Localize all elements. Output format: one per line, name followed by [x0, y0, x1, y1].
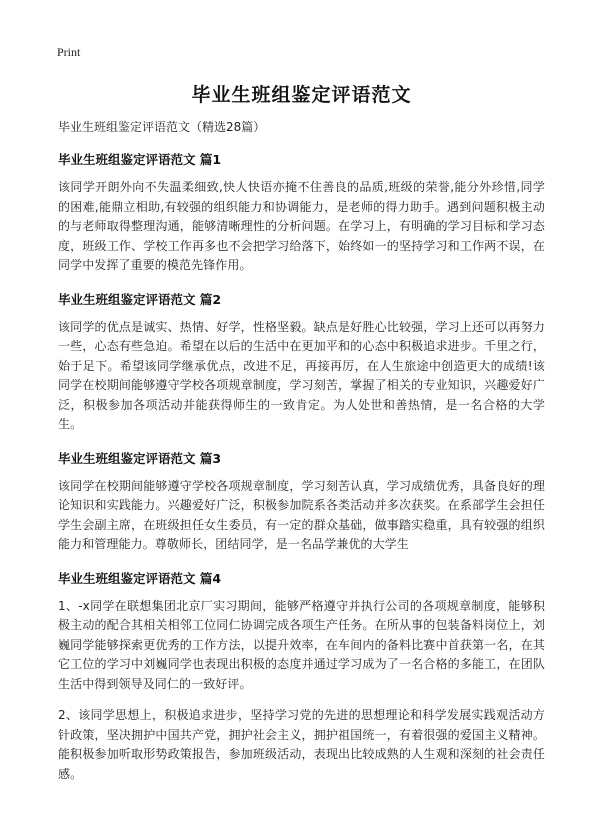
document-title: 毕业生班组鉴定评语范文 [191, 84, 412, 106]
document-subtitle: 毕业生班组鉴定评语范文（精选28篇） [58, 120, 266, 134]
section-paragraph: 2、该同学思想上，积极追求进步，坚持学习党的先进的思想理论和科学发展实践观活动方针政策，坚决拥护中国共产党，拥护社会主义，拥护祖国统一，有着很强的爱国主义精神。能积极参加听取形势政策报告，参加班级活动，表现出比较成熟的人生观和深刻的社会责任感。 [58, 708, 545, 781]
section-3 [58, 449, 545, 555]
section-4 [58, 569, 545, 785]
section-heading: 毕业生班组鉴定评语范文 篇2 [58, 291, 222, 307]
section-paragraph: 该同学开朗外向不失温柔细致,快人快语亦掩不住善良的品质,班级的荣誉,能分外珍惜,同学的困难,能鼎立相助,有较强的组织能力和协调能力，是老师的得力助手。遇到问题积极主动的与老师取得整理沟通，能够清晰理性的分析问题。在学习上，有明确的学习目标和学习态度，班级工作、学校工作再多也不会把学习给落下，始终如一的坚持学习和工作两不误，在同学中发挥了重要的模范先锋作用。 [58, 180, 545, 272]
print-link[interactable]: Print [57, 45, 81, 59]
section-paragraph: 该同学在校期间能够遵守学校各项规章制度，学习刻苦认真，学习成绩优秀，具备良好的理论知识和实践能力。兴趣爱好广泛，积极参加院系各类活动并多次获奖。在系部学生会担任学生会副主席，在班级担任女生委员，有一定的群众基础，做事踏实稳重，具有较强的组织能力和管理能力。尊敬师长，团结同学，是一名品学兼优的大学生 [58, 478, 545, 551]
section-2 [58, 290, 545, 435]
section-1 [58, 150, 545, 276]
section-heading: 毕业生班组鉴定评语范文 篇1 [58, 152, 222, 167]
section-paragraph: 该同学的优点是诚实、热情、好学，性格坚毅。缺点是好胜心比较强，学习上还可以再努力一些，心态有些急迫。希望在以后的生活中在更加平和的心态中积极追求进步。千里之行，始于足下。希望该同学继承优点，改进不足，再接再厉，在人生旅途中创造更大的成绩!该同学在校期间能够遵守学校各项规章制度，学习刻苦，掌握了相关的专业知识，兴趣爱好广泛，积极参加各项活动并能获得师生的一致肯定。为人处世和善热情，是一名合格的大学生。 [58, 319, 545, 431]
section-heading: 毕业生班组鉴定评语范文 篇4 [58, 570, 222, 586]
section-paragraph: 1、-x同学在联想集团北京厂实习期间，能够严格遵守并执行公司的各项规章制度，能够积极主动的配合其相关相邻工位同仁协调完成各项生产任务。在所从事的包装备料岗位上，刘巍同学能够探索更优秀的工作方法，以提升效率，在车间内的备料比赛中首获第一名，在其它工位的学习中刘巍同学也表现出积极的态度并通过学习成为了一名合格的多能工，在团队生活中得到领导及同仁的一致好评。 [58, 598, 545, 691]
section-heading: 毕业生班组鉴定评语范文 篇3 [58, 450, 222, 466]
